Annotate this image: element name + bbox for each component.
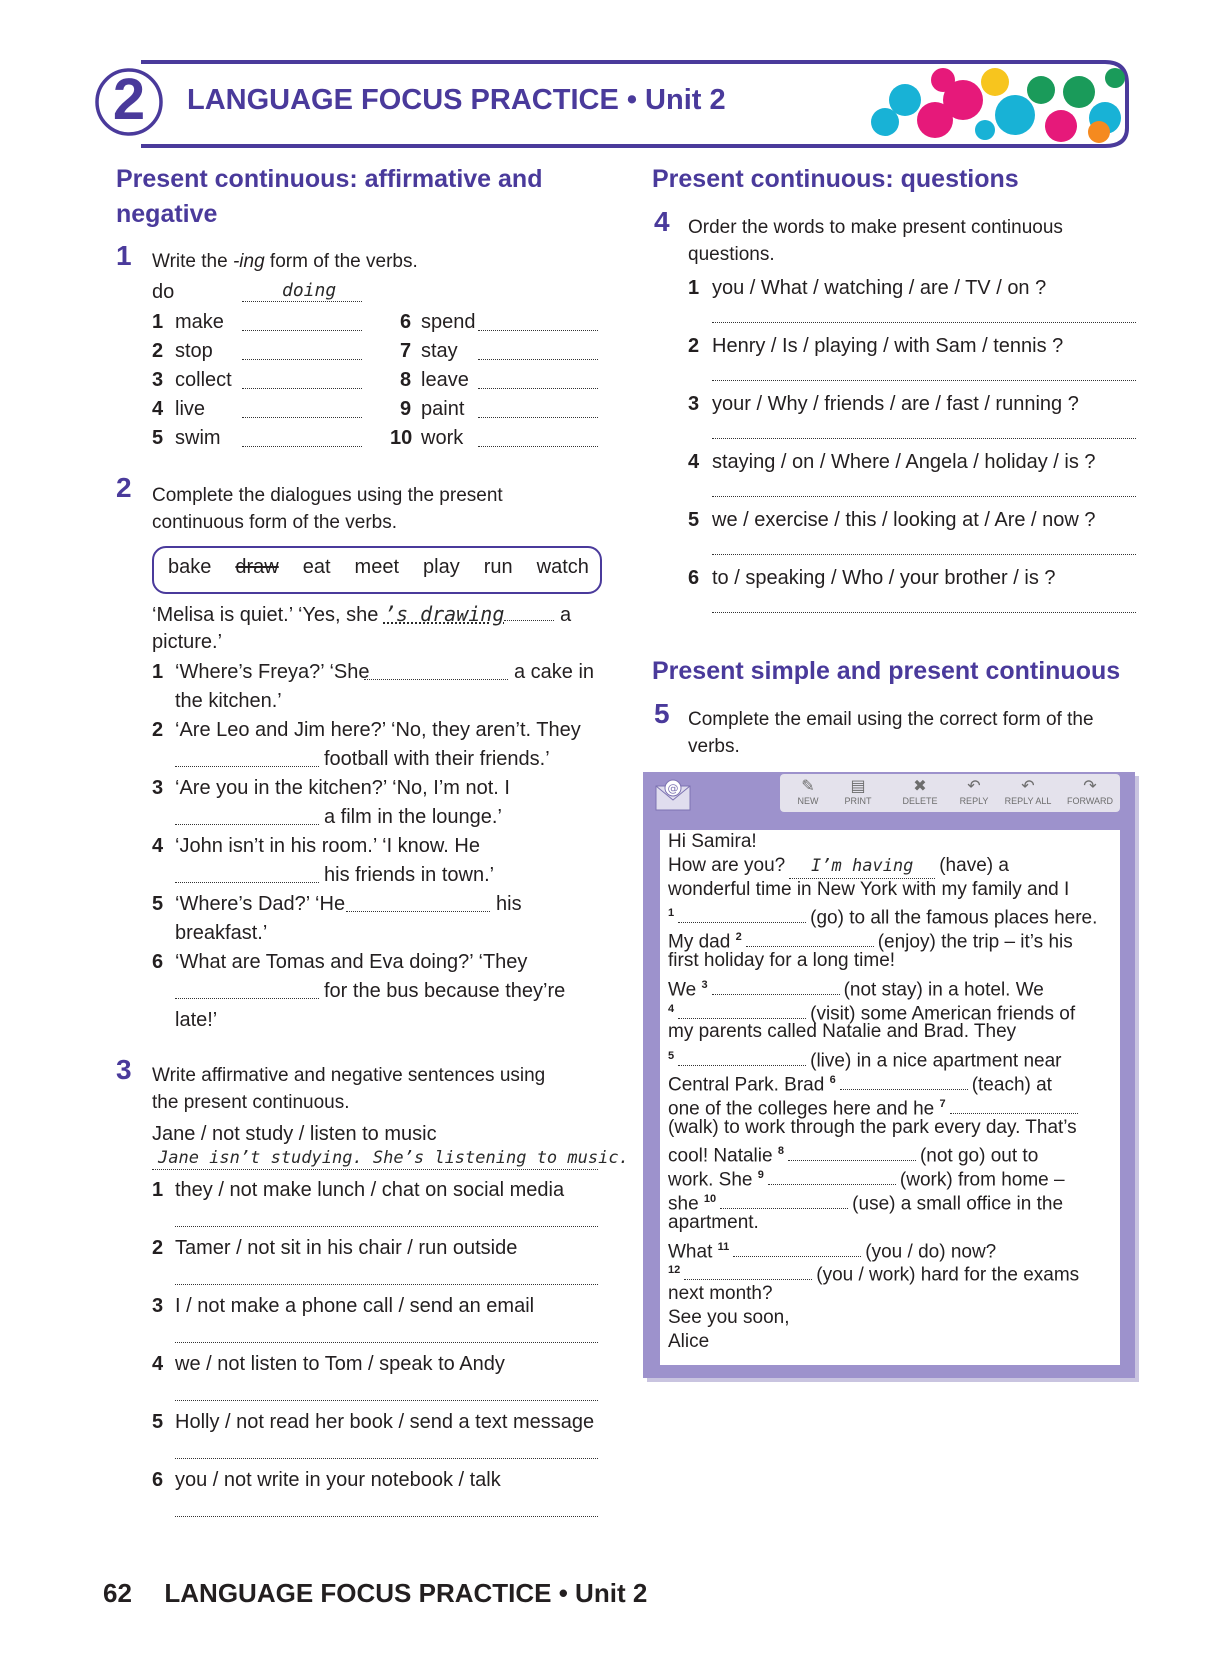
item-number: 1 — [152, 1179, 164, 1201]
dialogue-text: ‘Melisa is quiet.’ ‘Yes, she — [152, 604, 384, 626]
verb: make — [175, 311, 224, 333]
answer-line[interactable] — [746, 946, 874, 947]
gap-number: 6 — [829, 1074, 836, 1086]
dialogue-text: breakfast.’ — [175, 922, 268, 944]
exercise-number-5: 5 — [654, 698, 670, 729]
word-box-item: bake — [168, 556, 212, 578]
answer-line[interactable] — [478, 359, 598, 360]
gap-number: 2 — [735, 931, 742, 943]
item-number: 4 — [688, 451, 700, 473]
gap-number: 9 — [757, 1169, 764, 1181]
dialogue-text: the kitchen.’ — [175, 690, 282, 712]
dialogue-text: a — [554, 604, 572, 626]
dialogue-text: late!’ — [175, 1009, 218, 1031]
item-number: 4 — [152, 835, 164, 857]
example-verb: do — [152, 281, 175, 303]
item-number: 6 — [688, 567, 700, 589]
section-title-line2: negative — [116, 200, 218, 228]
example-answer: ’s drawing — [383, 602, 505, 626]
dialogue-text: a film in the lounge.’ — [324, 806, 502, 828]
email-text: (visit) some American friends of — [810, 1003, 1076, 1025]
answer-line[interactable] — [242, 359, 362, 360]
email-text: How are you? — [668, 855, 786, 876]
unit-header — [95, 58, 1135, 150]
verb: spend — [421, 311, 476, 333]
example-dialogue-line2: picture.’ — [152, 631, 223, 653]
email-text: first holiday for a long time! — [668, 950, 896, 971]
email-line — [668, 878, 1069, 902]
verb: live — [175, 398, 206, 420]
toolbar-reply-all-icon: ↶ — [1021, 778, 1035, 795]
item-number: 6 — [152, 1469, 164, 1491]
answer-line[interactable] — [712, 380, 1136, 381]
verb: paint — [421, 398, 465, 420]
email-text: (live) in a nice apartment near — [810, 1050, 1062, 1072]
email-text: (you / work) hard for the exams — [816, 1264, 1080, 1286]
email-text: (you / do) now? — [865, 1241, 997, 1263]
dialogue-text: his — [496, 893, 522, 915]
item-number: 10 — [390, 427, 413, 449]
word-box-item: play — [423, 556, 460, 578]
email-line — [668, 1211, 759, 1235]
answer-line[interactable] — [720, 1208, 848, 1209]
gap-number: 5 — [668, 1050, 675, 1062]
svg-text:@: @ — [667, 782, 679, 795]
prompt-text: you / What / watching / are / TV / on ? — [712, 277, 1047, 299]
prompt-text: your / Why / friends / are / fast / running ? — [712, 393, 1079, 415]
verb: work — [421, 427, 464, 449]
dialogue-text: ‘Are you in the kitchen?’ ‘No, I’m not. I — [175, 777, 510, 799]
email-text: wonderful time in New York with my family and I — [668, 879, 1070, 900]
exercise-number-1: 1 — [116, 240, 132, 271]
toolbar-label: PRINT — [844, 796, 872, 806]
answer-line[interactable] — [175, 766, 319, 767]
dialogue-text: ‘Where’s Freya?’ ‘She — [175, 661, 370, 683]
exercise-4-instruction — [688, 214, 1063, 268]
item-number: 4 — [152, 1353, 164, 1375]
email-text: one of the colleges here and he — [668, 1098, 935, 1120]
email-text: My dad — [668, 931, 731, 953]
answer-line[interactable] — [712, 612, 1136, 613]
toolbar-reply-icon: ↶ — [967, 778, 981, 795]
answer-line[interactable] — [712, 554, 1136, 555]
dialogue-text: his friends in town.’ — [324, 864, 495, 886]
instruction-line: Write affirmative and negative sentences using — [152, 1065, 546, 1086]
toolbar-reply-button[interactable] — [950, 778, 998, 808]
word-box-item: run — [483, 556, 513, 578]
exercise-3-instruction — [152, 1062, 545, 1116]
email-text: (have) a — [939, 855, 1009, 876]
exercise-number-2: 2 — [116, 472, 132, 503]
answer-line[interactable] — [712, 322, 1136, 323]
item-number: 2 — [688, 335, 700, 357]
toolbar-new-button[interactable] — [784, 778, 832, 808]
gap-number: 4 — [668, 1003, 675, 1015]
answer-line — [504, 620, 554, 621]
email-line — [668, 830, 757, 854]
instruction-line: verbs. — [688, 736, 740, 757]
item-number: 5 — [152, 427, 164, 449]
prompt-text: Henry / Is / playing / with Sam / tennis ? — [712, 335, 1064, 357]
answer-line[interactable] — [684, 1279, 812, 1280]
email-line — [668, 1282, 773, 1306]
word-box-item: meet — [354, 556, 400, 578]
answer-line[interactable] — [768, 1184, 896, 1185]
item-number: 3 — [688, 393, 700, 415]
item-number: 1 — [152, 661, 164, 683]
answer-line — [242, 301, 362, 302]
instruction-line: Complete the dialogues using the present — [152, 485, 503, 506]
answer-line[interactable] — [478, 446, 598, 447]
item-number: 6 — [400, 311, 412, 333]
item-number: 7 — [400, 340, 412, 362]
answer-line[interactable] — [478, 417, 598, 418]
verb: stop — [175, 340, 213, 362]
answer-line[interactable] — [712, 438, 1136, 439]
prompt-text: we / not listen to Tom / speak to Andy — [175, 1353, 505, 1375]
instruction-line: continuous form of the verbs. — [152, 512, 398, 533]
answer-line[interactable] — [678, 922, 806, 923]
exercise-1-instruction — [152, 248, 418, 275]
example-answer: doing — [282, 280, 337, 301]
toolbar-delete-button[interactable] — [896, 778, 944, 808]
item-number: 2 — [152, 1237, 164, 1259]
email-text: apartment. — [668, 1212, 759, 1233]
verb: leave — [421, 369, 469, 391]
email-text: (not stay) in a hotel. We — [843, 979, 1044, 1001]
page-footer — [103, 1578, 647, 1609]
email-text: What — [668, 1241, 713, 1263]
email-text: (work) from home – — [899, 1169, 1065, 1191]
example-answer: I’m having — [789, 854, 935, 879]
toolbar-label: REPLY — [959, 796, 989, 806]
prompt-text: we / exercise / this / looking at / Are / now ? — [712, 509, 1096, 531]
answer-line[interactable] — [242, 446, 362, 447]
dialogue-text: ‘Are Leo and Jim here?’ ‘No, they aren’t. They — [175, 719, 581, 741]
email-text: Central Park. Brad — [668, 1074, 825, 1096]
answer-line[interactable] — [840, 1089, 968, 1090]
dialogue-text: for the bus because they’re — [324, 980, 566, 1002]
dialogue-text: football with their friends.’ — [324, 748, 550, 770]
answer-line[interactable] — [678, 1065, 806, 1066]
item-number: 1 — [152, 311, 164, 333]
gap-number: 3 — [701, 979, 708, 991]
gap-number: 1 — [668, 907, 675, 919]
item-number: 1 — [688, 277, 700, 299]
word-box — [152, 546, 602, 594]
item-number: 5 — [688, 509, 700, 531]
answer-line[interactable] — [364, 679, 508, 680]
email-text: work. She — [668, 1169, 753, 1191]
example-dialogue — [152, 600, 571, 629]
toolbar-label: FORWARD — [1067, 796, 1113, 806]
item-number: 5 — [152, 893, 164, 915]
footer-title: LANGUAGE FOCUS PRACTICE • Unit 2 — [164, 1578, 648, 1608]
email-text: next month? — [668, 1283, 773, 1304]
email-text: Hi Samira! — [668, 831, 757, 852]
toolbar-delete-icon: ✖ — [913, 778, 927, 795]
email-text: my parents called Natalie and Brad. They — [668, 1021, 1017, 1042]
email-line — [668, 1330, 709, 1354]
prompt-text: you / not write in your notebook / talk — [175, 1469, 501, 1491]
email-line — [668, 854, 1009, 879]
prompt-text: to / speaking / Who / your brother / is ? — [712, 567, 1056, 589]
instruction-line: Complete the email using the correct form of the — [688, 709, 1094, 730]
unit-number: 2 — [112, 67, 146, 132]
exercise-2-instruction — [152, 482, 503, 536]
email-line — [668, 949, 895, 973]
gap-number: 12 — [668, 1264, 681, 1276]
answer-line[interactable] — [712, 994, 840, 995]
item-number: 3 — [152, 1295, 164, 1317]
email-text: she — [668, 1193, 699, 1215]
instruction-line: questions. — [688, 244, 775, 265]
instruction-text: form of the verbs. — [264, 251, 418, 272]
answer-line[interactable] — [242, 330, 362, 331]
word-box-item: watch — [536, 556, 589, 578]
email-line — [668, 1116, 1077, 1140]
answer-line[interactable] — [242, 417, 362, 418]
section-title-line1: Present continuous: affirmative and — [116, 165, 543, 193]
email-text: Alice — [668, 1331, 710, 1352]
dialogue-text: a cake in — [514, 661, 595, 683]
prompt-text: Holly / not read her book / send a text message — [175, 1411, 595, 1433]
section-title-simple-continuous: Present simple and present continuous — [652, 657, 1121, 685]
answer-line[interactable] — [175, 1516, 598, 1517]
item-number: 3 — [152, 369, 164, 391]
verb: stay — [421, 340, 458, 362]
item-number: 4 — [152, 398, 164, 420]
instruction-line: Order the words to make present continuous — [688, 217, 1063, 238]
dialogue-text: ‘Where’s Dad?’ ‘He — [175, 893, 346, 915]
page-title: LANGUAGE FOCUS PRACTICE • Unit 2 — [187, 84, 726, 116]
answer-line[interactable] — [175, 998, 319, 999]
item-number: 9 — [400, 398, 412, 420]
answer-line[interactable] — [712, 496, 1136, 497]
item-number: 5 — [152, 1411, 164, 1433]
email-text: (not go) out to — [919, 1145, 1039, 1167]
gap-number: 8 — [777, 1145, 784, 1157]
gap-number: 11 — [717, 1241, 730, 1253]
email-text: See you soon, — [668, 1307, 790, 1328]
verb: swim — [175, 427, 221, 449]
answer-line[interactable] — [175, 882, 319, 883]
email-text: We — [668, 979, 697, 1001]
email-text: (teach) at — [971, 1074, 1052, 1096]
toolbar-forward-button[interactable] — [1062, 778, 1118, 808]
page-number: 62 — [103, 1578, 132, 1608]
item-number: 3 — [152, 777, 164, 799]
instruction-line: the present continuous. — [152, 1092, 350, 1113]
email-text: (walk) to work through the park every day. That’s — [668, 1117, 1077, 1138]
toolbar-label: REPLY ALL — [1004, 796, 1052, 806]
dialogue-text: ‘What are Tomas and Eva doing?’ ‘They — [175, 951, 528, 973]
dialogue-text: ‘John isn’t in his room.’ ‘I know. He — [175, 835, 480, 857]
answer-line[interactable] — [175, 1342, 598, 1343]
example-prompt: Jane / not study / listen to music — [152, 1123, 437, 1145]
email-text: cool! Natalie — [668, 1145, 773, 1167]
answer-line[interactable] — [175, 1400, 598, 1401]
exercise-number-3: 3 — [116, 1054, 132, 1085]
answer-line[interactable] — [346, 911, 490, 912]
gap-number: 7 — [939, 1098, 946, 1110]
instruction-text: Write the — [152, 251, 233, 272]
prompt-text: Tamer / not sit in his chair / run outside — [175, 1237, 518, 1259]
answer-line[interactable] — [175, 1226, 598, 1227]
answer-line[interactable] — [788, 1160, 916, 1161]
email-line — [668, 1306, 789, 1330]
answer-line[interactable] — [175, 824, 319, 825]
answer-line[interactable] — [242, 388, 362, 389]
item-number: 2 — [152, 340, 164, 362]
section-title-questions: Present continuous: questions — [652, 165, 1019, 193]
item-number: 8 — [400, 369, 412, 391]
prompt-text: staying / on / Where / Angela / holiday / is ? — [712, 451, 1096, 473]
toolbar-print-icon: ▤ — [850, 778, 866, 795]
word-box-item: eat — [302, 556, 331, 578]
section-title-affirmative-negative — [116, 162, 542, 232]
toolbar-forward-icon: ↷ — [1083, 778, 1097, 795]
answer-line[interactable] — [950, 1113, 1078, 1114]
email-at-icon — [654, 778, 692, 812]
item-number: 2 — [152, 719, 164, 741]
answer-line — [152, 1169, 598, 1170]
email-text: (use) a small office in the — [852, 1193, 1064, 1215]
answer-line[interactable] — [478, 388, 598, 389]
toolbar-label: NEW — [797, 796, 819, 806]
answer-line[interactable] — [175, 1458, 598, 1459]
word-box-item: draw — [235, 556, 279, 578]
prompt-text: I / not make a phone call / send an email — [175, 1295, 535, 1317]
email-line — [668, 1020, 1016, 1044]
verb: collect — [175, 369, 232, 391]
exercise-5-instruction — [688, 706, 1094, 760]
toolbar-reply-all-button[interactable] — [1000, 778, 1056, 808]
instruction-emphasis: -ing — [232, 251, 265, 272]
answer-line[interactable] — [478, 330, 598, 331]
decorative-blobs-graphic — [865, 60, 1125, 146]
item-number: 6 — [152, 951, 164, 973]
answer-line[interactable] — [175, 1284, 598, 1285]
gap-number: 10 — [703, 1193, 717, 1205]
prompt-text: they / not make lunch / chat on social media — [175, 1179, 565, 1201]
email-text: (enjoy) the trip – it’s his — [877, 931, 1073, 953]
toolbar-label: DELETE — [902, 796, 938, 806]
example-answer: Jane isn’t studying. She’s listening to music. — [158, 1148, 629, 1168]
toolbar-print-button[interactable] — [834, 778, 882, 808]
exercise-number-4: 4 — [654, 206, 670, 237]
toolbar-new-icon: ✎ — [801, 778, 815, 795]
email-text: (go) to all the famous places here. — [810, 907, 1098, 929]
